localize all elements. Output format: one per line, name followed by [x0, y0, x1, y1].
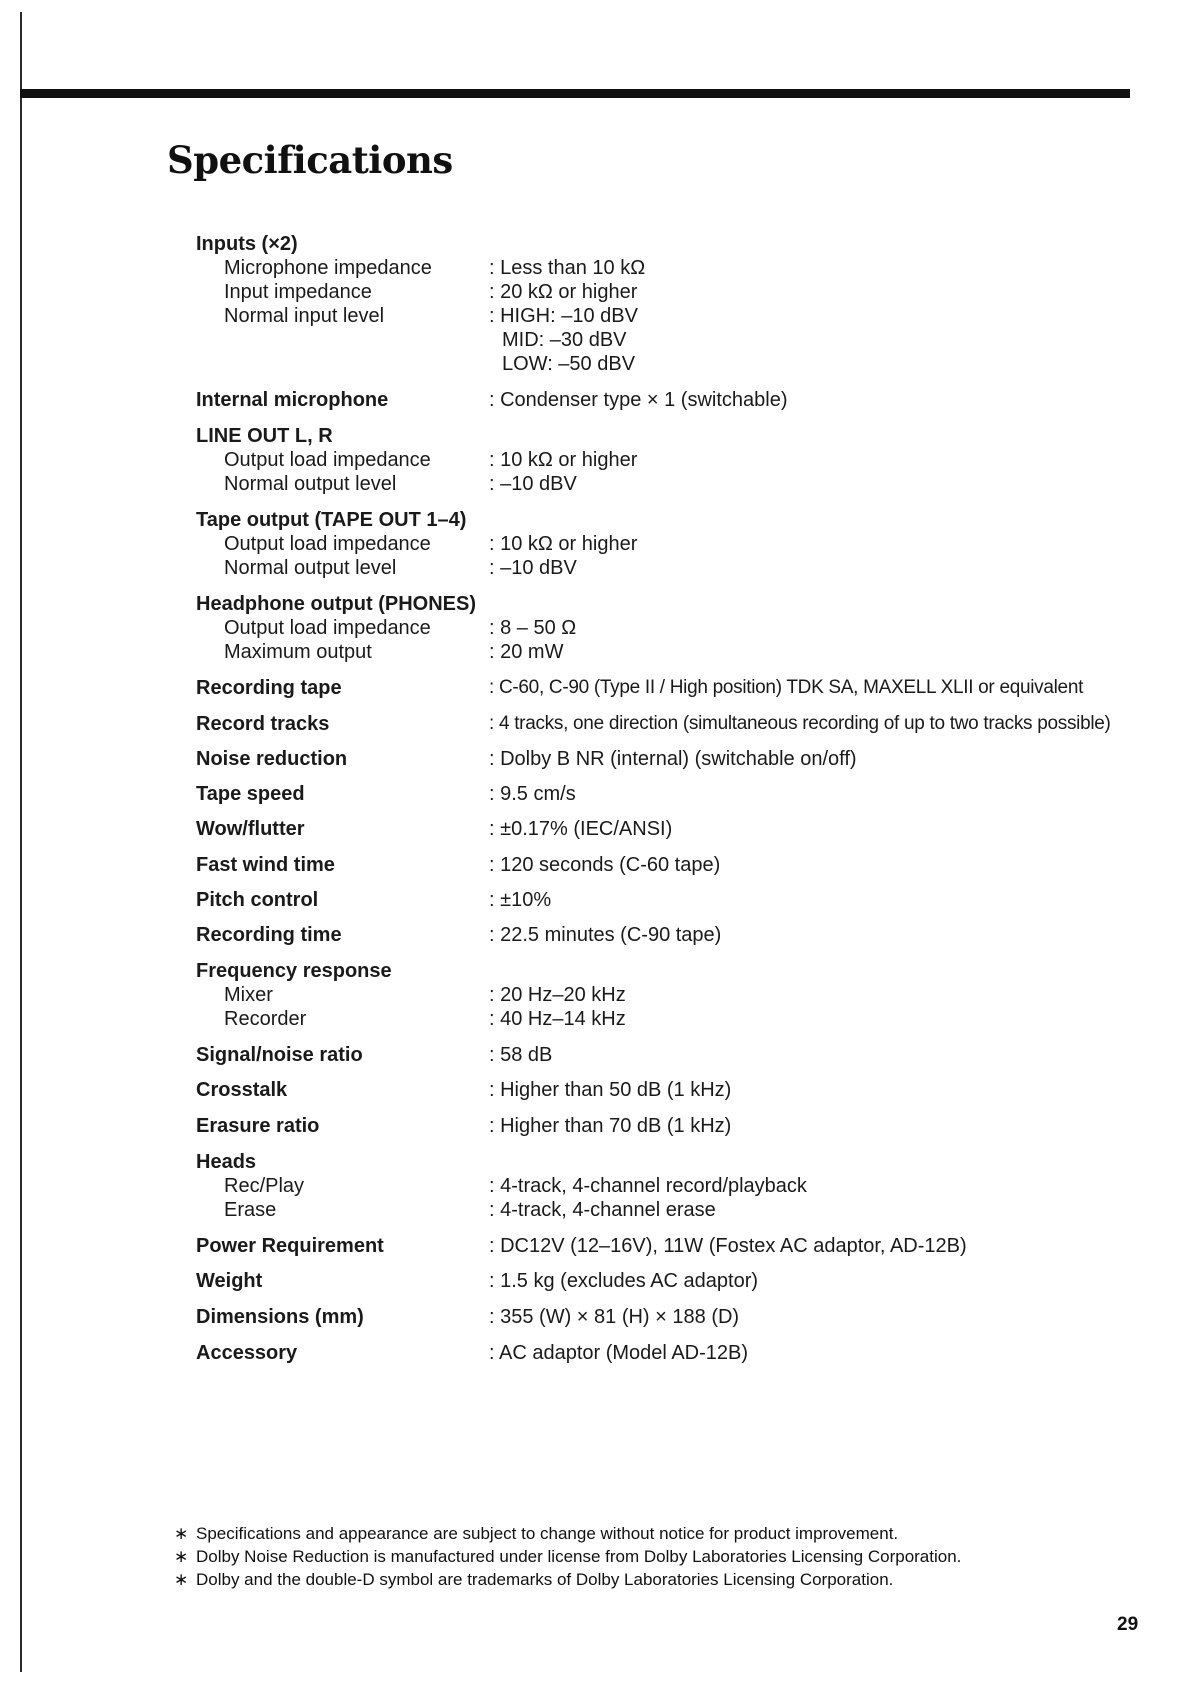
page-title: Specifications	[167, 138, 453, 182]
spec-label: Crosstalk	[196, 1079, 288, 1101]
spec-label: Dimensions (mm)	[196, 1306, 364, 1328]
spec-label: Noise reduction	[196, 748, 348, 770]
spec-value: : 10 kΩ or higher	[489, 449, 638, 471]
spec-label: Recorder	[224, 1008, 307, 1030]
spec-label: Normal output level	[224, 557, 397, 579]
footnote	[174, 1522, 961, 1545]
spec-label: Maximum output	[224, 641, 372, 663]
top-rule	[20, 89, 1130, 98]
spec-value: : Condenser type × 1 (switchable)	[489, 389, 788, 411]
spec-value: : AC adaptor (Model AD-12B)	[489, 1342, 749, 1364]
spec-label: Erasure ratio	[196, 1115, 320, 1137]
spec-label: Recording tape	[196, 677, 342, 699]
spec-label: Power Requirement	[196, 1235, 384, 1257]
spec-label: Pitch control	[196, 889, 319, 911]
spec-value: MID: –30 dBV	[502, 329, 627, 351]
spec-value: : Dolby B NR (internal) (switchable on/off)	[489, 748, 857, 770]
spec-label: Rec/Play	[224, 1175, 305, 1197]
spec-value: : C-60, C-90 (Type II / High position) TDK SA, MAXELL XLII or equivalent	[489, 677, 1084, 698]
spec-value: : Higher than 50 dB (1 kHz)	[489, 1079, 732, 1101]
spec-value: : 4-track, 4-channel erase	[489, 1199, 716, 1221]
spec-label: Tape speed	[196, 783, 305, 805]
left-margin-line	[20, 12, 22, 1672]
footnote	[174, 1545, 961, 1568]
spec-label: Output load impedance	[224, 533, 431, 555]
spec-value: : 10 kΩ or higher	[489, 533, 638, 555]
spec-label: Record tracks	[196, 713, 330, 735]
spec-label: Weight	[196, 1270, 263, 1292]
spec-value: : ±0.17% (IEC/ANSI)	[489, 818, 673, 840]
spec-label: Fast wind time	[196, 854, 335, 876]
spec-value: : 40 Hz–14 kHz	[489, 1008, 626, 1030]
spec-value: LOW: –50 dBV	[502, 353, 636, 375]
spec-label: Inputs (×2)	[196, 233, 298, 255]
spec-value: : 20 mW	[489, 641, 564, 663]
spec-label: Erase	[224, 1199, 277, 1221]
asterisk-marker: ∗	[174, 1547, 189, 1566]
footnotes	[174, 1522, 961, 1591]
footnote	[174, 1568, 961, 1591]
spec-label: Tape output (TAPE OUT 1–4)	[196, 509, 467, 531]
spec-value: : Less than 10 kΩ	[489, 257, 646, 279]
spec-label: Normal input level	[224, 305, 385, 327]
spec-label: Microphone impedance	[224, 257, 432, 279]
spec-label: Signal/noise ratio	[196, 1044, 363, 1066]
footnote-text: Specifications and appearance are subject to change without notice for product improvement.	[196, 1524, 899, 1543]
spec-value: : DC12V (12–16V), 11W (Fostex AC adaptor, AD-12B)	[489, 1235, 967, 1257]
spec-label: Headphone output (PHONES)	[196, 593, 476, 615]
asterisk-marker: ∗	[174, 1524, 189, 1543]
spec-value: : 58 dB	[489, 1044, 553, 1066]
spec-value: : 120 seconds (C-60 tape)	[489, 854, 721, 876]
spec-value: : –10 dBV	[489, 473, 577, 495]
spec-label: Accessory	[196, 1342, 298, 1364]
spec-value: : 22.5 minutes (C-90 tape)	[489, 924, 722, 946]
spec-value: : 8 – 50 Ω	[489, 617, 577, 639]
spec-label: Normal output level	[224, 473, 397, 495]
spec-value: : ±10%	[489, 889, 552, 911]
spec-value: : 9.5 cm/s	[489, 783, 576, 805]
spec-value: : 355 (W) × 81 (H) × 188 (D)	[489, 1306, 740, 1328]
spec-label: Mixer	[224, 984, 273, 1006]
spec-value: : –10 dBV	[489, 557, 577, 579]
spec-label: Internal microphone	[196, 389, 389, 411]
spec-label: Output load impedance	[224, 617, 431, 639]
page-number: 29	[1117, 1614, 1139, 1635]
spec-label: Heads	[196, 1151, 257, 1173]
spec-label: Input impedance	[224, 281, 372, 303]
spec-label: Output load impedance	[224, 449, 431, 471]
footnote-text: Dolby Noise Reduction is manufactured under license from Dolby Laboratories Licensing Corporation.	[196, 1547, 962, 1566]
spec-label: LINE OUT L, R	[196, 425, 333, 447]
spec-label: Frequency response	[196, 960, 392, 982]
spec-value: : 20 Hz–20 kHz	[489, 984, 626, 1006]
spec-value: : 4-track, 4-channel record/playback	[489, 1175, 807, 1197]
spec-value: : 4 tracks, one direction (simultaneous recording of up to two tracks possible)	[489, 713, 1111, 734]
spec-value: : HIGH: –10 dBV	[489, 305, 638, 327]
spec-value: : Higher than 70 dB (1 kHz)	[489, 1115, 732, 1137]
asterisk-marker: ∗	[174, 1570, 189, 1589]
spec-value: : 1.5 kg (excludes AC adaptor)	[489, 1270, 759, 1292]
spec-label: Recording time	[196, 924, 342, 946]
footnote-text: Dolby and the double-D symbol are trademarks of Dolby Laboratories Licensing Corporation.	[196, 1570, 894, 1589]
spec-label: Wow/flutter	[196, 818, 305, 840]
spec-value: : 20 kΩ or higher	[489, 281, 638, 303]
